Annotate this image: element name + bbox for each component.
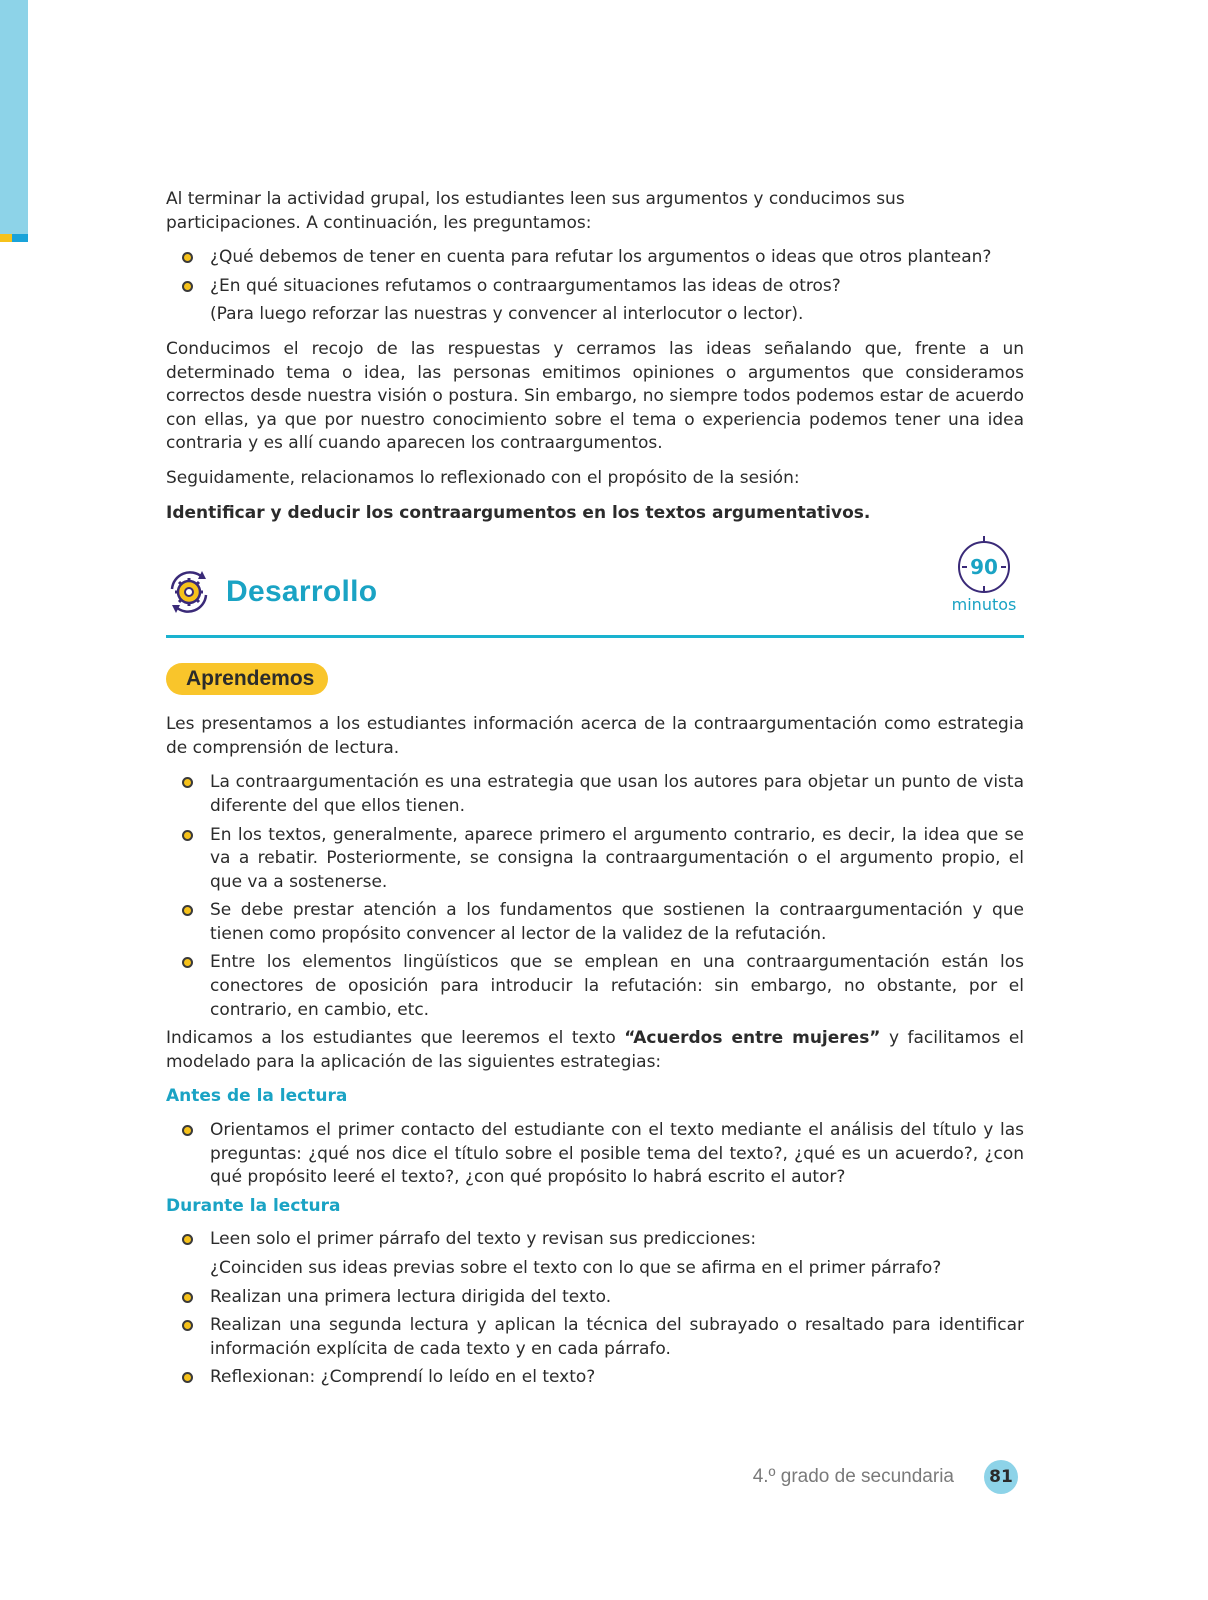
timer-value: 90 — [970, 555, 998, 580]
page-content — [166, 188, 1024, 1395]
bullet-icon — [182, 777, 193, 788]
grade-label: 4.º grado de secundaria — [752, 1466, 954, 1487]
side-color-bar — [0, 0, 28, 234]
antes-list — [166, 1119, 1024, 1190]
list-item: Entre los elementos lingüísticos que se emplean en una contraargumentación están los conectores de oposición para introducir la refutación: sin embargo, no obstante, por el contrario, en cambio, etc. — [166, 951, 1024, 1022]
bullet-icon — [182, 1372, 193, 1383]
list-item: ¿Qué debemos de tener en cuenta para refutar los argumentos o ideas que otros plantean? — [166, 246, 1024, 270]
side-bar-yellow-accent — [0, 234, 12, 242]
intro-paragraph: Al terminar la actividad grupal, los estudiantes leen sus argumentos y conducimos sus participaciones. A continuación, les preguntamos: — [166, 189, 905, 233]
page-number: 81 — [984, 1460, 1018, 1494]
timer-unit: minutos — [951, 595, 1017, 615]
durante-question: ¿Coinciden sus ideas previas sobre el texto con lo que se afirma en el primer párrafo? — [210, 1258, 942, 1278]
section-header — [166, 539, 1024, 638]
list-item: Realizan una primera lectura dirigida del texto. — [166, 1286, 1024, 1310]
list-item: Orientamos el primer contacto del estudiante con el texto mediante el análisis del título y las preguntas: ¿qué nos dice el título sobre el posible tema del texto?, ¿qué es un acuerdo?, ¿con qué propósito leeré el texto?, ¿con qué propósito lo habrá escrito el autor? — [166, 1119, 1024, 1190]
side-bar-blue-accent — [12, 234, 28, 242]
reading-instructions: Indicamos a los estudiantes que leeremos el texto “Acuerdos entre mujeres” y facilitamos el modelado para la aplicación de las siguientes estrategias: — [166, 1028, 1024, 1072]
list-item: ¿En qué situaciones refutamos o contraargumentamos las ideas de otros? — [166, 275, 1024, 299]
clock-icon — [958, 541, 1010, 593]
bullet-icon — [182, 1292, 193, 1303]
bullet-icon — [182, 1234, 193, 1245]
list-item: Se debe prestar atención a los fundamentos que sostienen la contraargumentación y que tienen como propósito convencer al lector de la validez de la refutación. — [166, 899, 1024, 946]
list-item: Leen solo el primer párrafo del texto y revisan sus predicciones: — [166, 1228, 1024, 1252]
bullet-icon — [182, 830, 193, 841]
bullet-icon — [182, 957, 193, 968]
text-title: “Acuerdos entre mujeres” — [624, 1028, 881, 1049]
question-note: (Para luego reforzar las nuestras y convencer al interlocutor o lector). — [210, 304, 804, 325]
list-item: Reflexionan: ¿Comprendí lo leído en el texto? — [166, 1366, 1024, 1390]
list-item: Realizan una segunda lectura y aplican la técnica del subrayado o resaltado para identificar información explícita de cada texto y en cada párrafo. — [166, 1314, 1024, 1361]
durante-list-continued — [166, 1286, 1024, 1390]
timer-badge — [946, 541, 1022, 614]
session-purpose: Identificar y deducir los contraargumentos en los textos argumentativos. — [166, 502, 871, 523]
bullet-icon — [182, 1320, 193, 1331]
aprendemos-intro: Les presentamos a los estudiantes información acerca de la contraargumentación como estrategia de comprensión de lectura. — [166, 714, 1024, 758]
intro-questions — [166, 246, 1024, 298]
list-item: La contraargumentación es una estrategia que usan los autores para objetar un punto de vista diferente del que ellos tienen. — [166, 771, 1024, 818]
durante-heading: Durante la lectura — [166, 1195, 341, 1216]
antes-heading: Antes de la lectura — [166, 1086, 348, 1107]
bullet-icon — [182, 252, 193, 263]
durante-list — [166, 1228, 1024, 1252]
bullet-icon — [182, 1125, 193, 1136]
aprendemos-label: Aprendemos — [166, 663, 328, 695]
list-item: En los textos, generalmente, aparece primero el argumento contrario, es decir, la idea que se va a rebatir. Posteriormente, se consigna la contraargumentación o el argumento propio, el que va a sostenerse. — [166, 824, 1024, 895]
aprendemos-list — [166, 771, 1024, 1022]
page-footer — [753, 1460, 1018, 1494]
bullet-icon — [182, 281, 193, 292]
gear-icon — [164, 567, 214, 617]
bullet-icon — [182, 905, 193, 916]
closing-paragraph: Conducimos el recojo de las respuestas y cerramos las ideas señalando que, frente a un determinado tema o idea, las personas emitimos opiniones o argumentos que consideramos correctos desde nuestra visión o postura. Sin embargo, no siempre todos podemos estar de acuerdo con ellas, ya que por nuestro conocimiento sobre el tema o experiencia podemos tener una idea contraria y es allí cuando aparecen los contraargumentos. — [166, 338, 1024, 454]
relation-paragraph: Seguidamente, relacionamos lo reflexionado con el propósito de la sesión: — [166, 467, 800, 488]
section-title: Desarrollo — [226, 575, 378, 609]
